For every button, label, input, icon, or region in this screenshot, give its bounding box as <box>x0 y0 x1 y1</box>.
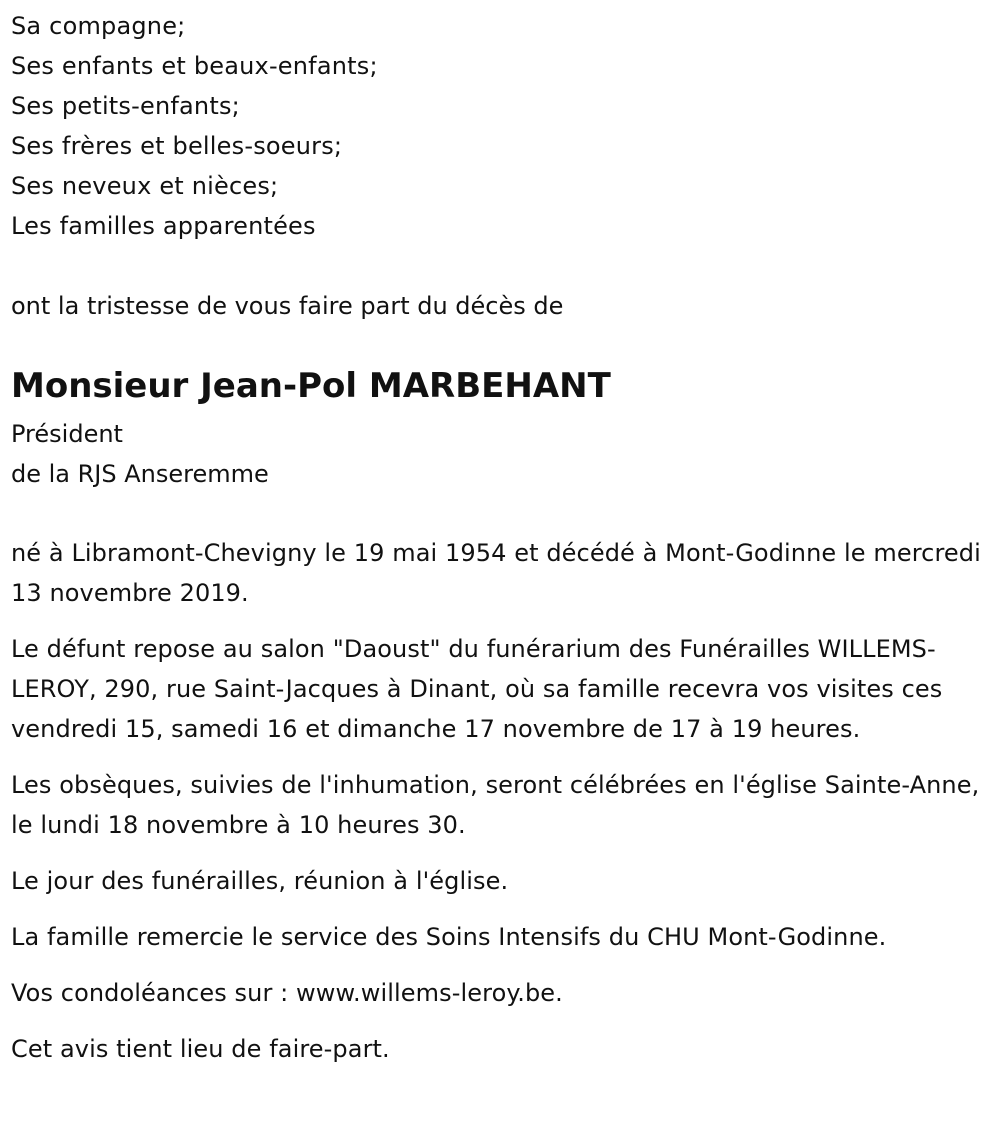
thanks-paragraph: La famille remercie le service des Soins Intensifs du CHU Mont-Godinne. <box>11 923 887 951</box>
funeral-paragraph: Les obsèques, suivies de l'inhumation, seront célébrées en l'église Sainte-Anne, le lundi 18 novembre à 10 heures 30. <box>11 771 980 839</box>
family-line-relatives: Les familles apparentées <box>11 212 316 240</box>
family-list <box>11 6 378 246</box>
deceased-title-role: Président <box>11 420 123 448</box>
family-line-siblings: Ses frères et belles-soeurs; <box>11 132 343 160</box>
deceased-name: Monsieur Jean-Pol MARBEHANT <box>11 366 611 406</box>
family-line-companion: Sa compagne; <box>11 12 186 40</box>
deceased-titles <box>11 414 269 494</box>
family-line-nephews-nieces: Ses neveux et nièces; <box>11 172 279 200</box>
condolences-paragraph: Vos condoléances sur : www.willems-leroy.be. <box>11 979 563 1007</box>
gathering-paragraph: Le jour des funérailles, réunion à l'église. <box>11 867 509 895</box>
notice-paragraph: Cet avis tient lieu de faire-part. <box>11 1035 390 1063</box>
birth-death-paragraph: né à Libramont-Chevigny le 19 mai 1954 et décédé à Mont-Godinne le mercredi 13 novembre 2019. <box>11 539 981 607</box>
family-line-grandchildren: Ses petits-enfants; <box>11 92 240 120</box>
visitation-paragraph: Le défunt repose au salon "Daoust" du funérarium des Funérailles WILLEMS-LEROY, 290, rue Saint-Jacques à Dinant, où sa famille recevra vos visites ces vendredi 15, samedi 16 et dimanche 17 novembre de 17 à 19 heures. <box>11 635 943 743</box>
obituary-details <box>11 533 986 1085</box>
announcement-intro: ont la tristesse de vous faire part du décès de <box>11 292 564 320</box>
family-line-children: Ses enfants et beaux-enfants; <box>11 52 378 80</box>
deceased-title-organization: de la RJS Anseremme <box>11 460 269 488</box>
